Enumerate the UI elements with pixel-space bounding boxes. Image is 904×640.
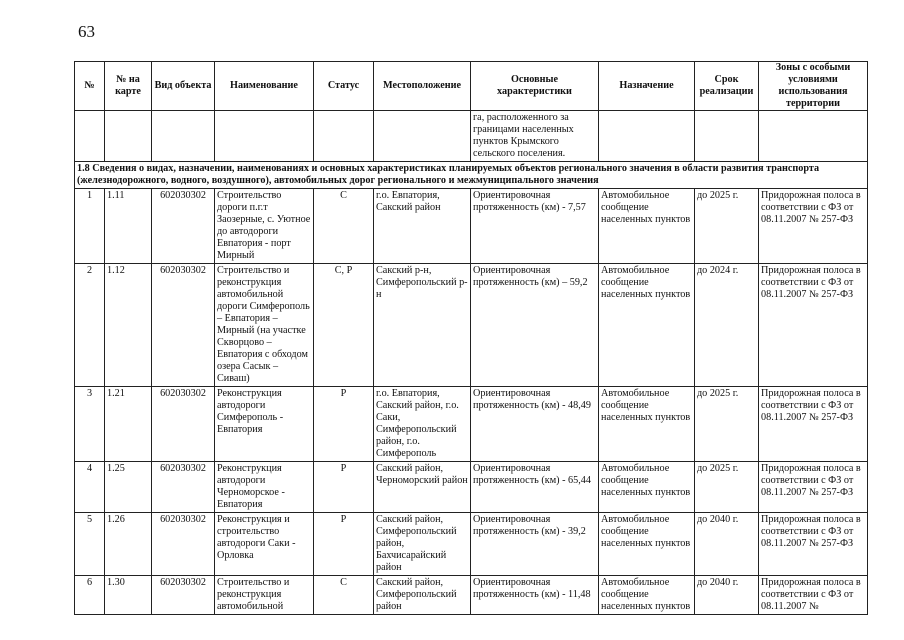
cell-map-no: 1.21 [105,387,152,462]
table-row [75,264,868,387]
cell-deadline: до 2025 г. [695,189,759,264]
cell-characteristics: Ориентировочная протяженность (км) - 65,44 [471,462,599,513]
cell-deadline: до 2024 г. [695,264,759,387]
cell-deadline: до 2040 г. [695,576,759,615]
cell-empty [152,111,215,162]
header-name: Наименование [215,62,314,111]
header-row [75,62,868,111]
cell-empty [374,111,471,162]
table-row [75,513,868,576]
header-zones: Зоны с особыми условиями использования территории [759,62,868,111]
cell-location: Сакский район, Симферопольский район, Бахчисарайский район [374,513,471,576]
cell-name: Реконструкция автодороги Симферополь - Евпатория [215,387,314,462]
cell-characteristics: Ориентировочная протяженность (км) - 11,48 [471,576,599,615]
cell-purpose: Автомобильное сообщение населенных пунктов [599,189,695,264]
cell-type: 602030302 [152,462,215,513]
cell-status: С [314,576,374,615]
cell-deadline: до 2025 г. [695,462,759,513]
cell-purpose: Автомобильное сообщение населенных пунктов [599,462,695,513]
cell-deadline: до 2025 г. [695,387,759,462]
header-location: Местоположение [374,62,471,111]
cell-zones: Придорожная полоса в соответствии с ФЗ от 08.11.2007 № 257-ФЗ [759,462,868,513]
section-row [75,162,868,189]
cell-empty [215,111,314,162]
cell-purpose: Автомобильное сообщение населенных пунктов [599,513,695,576]
section-title: 1.8 Сведения о видах, назначении, наименованиях и основных характеристиках планируемых объектов регионального значения в области развития транспорта (железнодорожного, водного, воздушного), автомобильных дорог регионального и межмуниципального значения [75,162,868,189]
table-row [75,462,868,513]
cell-name: Реконструкция и строительство автодороги Саки - Орловка [215,513,314,576]
cell-purpose: Автомобильное сообщение населенных пунктов [599,387,695,462]
cell-status: С [314,189,374,264]
cell-type: 602030302 [152,264,215,387]
cell-name: Строительство и реконструкция автомобильной дороги Симферополь – Евпатория – Мирный (на участке Скворцово – Евпатория с обходом озера Сасык – Сиваш) [215,264,314,387]
cell-num: 5 [75,513,105,576]
table-rows [75,189,868,615]
cell-map-no: 1.30 [105,576,152,615]
cell-status: Р [314,462,374,513]
cell-num: 2 [75,264,105,387]
cell-map-no: 1.26 [105,513,152,576]
header-purpose: Назначение [599,62,695,111]
cell-status: Р [314,513,374,576]
cell-empty [314,111,374,162]
cell-characteristics: Ориентировочная протяженность (км) – 59,2 [471,264,599,387]
cell-empty [599,111,695,162]
cell-empty [105,111,152,162]
cell-status: Р [314,387,374,462]
cell-type: 602030302 [152,513,215,576]
header-deadline: Срок реализации [695,62,759,111]
cell-zones: Придорожная полоса в соответствии с ФЗ от 08.11.2007 № [759,576,868,615]
cell-type: 602030302 [152,189,215,264]
cell-purpose: Автомобильное сообщение населенных пунктов [599,264,695,387]
cell-type: 602030302 [152,576,215,615]
cell-deadline: до 2040 г. [695,513,759,576]
cell-characteristics: Ориентировочная протяженность (км) - 48,49 [471,387,599,462]
cell-zones: Придорожная полоса в соответствии с ФЗ от 08.11.2007 № 257-ФЗ [759,189,868,264]
table-row [75,189,868,264]
cell-type: 602030302 [152,387,215,462]
cell-num: 3 [75,387,105,462]
cell-name: Строительство и реконструкция автомобильной [215,576,314,615]
cell-location: Сакский район, Симферопольский район [374,576,471,615]
page-number: 63 [78,22,95,41]
cell-zones: Придорожная полоса в соответствии с ФЗ от 08.11.2007 № 257-ФЗ [759,387,868,462]
cell-empty [75,111,105,162]
cell-location: г.о. Евпатория, Сакский район [374,189,471,264]
table-row [75,576,868,615]
cell-map-no: 1.25 [105,462,152,513]
header-status: Статус [314,62,374,111]
cell-num: 6 [75,576,105,615]
cell-zones: Придорожная полоса в соответствии с ФЗ от 08.11.2007 № 257-ФЗ [759,513,868,576]
cell-status: С, Р [314,264,374,387]
cell-location: Сакский р-н, Симферопольский р-н [374,264,471,387]
cell-num: 1 [75,189,105,264]
header-characteristics: Основные характеристики [471,62,599,111]
cell-location: Сакский район, Черноморский район [374,462,471,513]
cell-characteristics: Ориентировочная протяженность (км) - 7,57 [471,189,599,264]
cell-map-no: 1.11 [105,189,152,264]
continuation-characteristics: га, расположенного за границами населенных пунктов Крымского сельского поселения. [471,111,599,162]
cell-num: 4 [75,462,105,513]
cell-location: г.о. Евпатория, Сакский район, г.о. Саки, Симферопольский район, г.о. Симферополь [374,387,471,462]
cell-empty [759,111,868,162]
table-row [75,387,868,462]
cell-characteristics: Ориентировочная протяженность (км) - 39,2 [471,513,599,576]
cell-zones: Придорожная полоса в соответствии с ФЗ от 08.11.2007 № 257-ФЗ [759,264,868,387]
cell-empty [695,111,759,162]
planned-objects-table [74,61,868,615]
header-num: № [75,62,105,111]
header-type: Вид объекта [152,62,215,111]
continuation-row [75,111,868,162]
cell-purpose: Автомобильное сообщение населенных пунктов [599,576,695,615]
header-map-no: № на карте [105,62,152,111]
cell-name: Строительство дороги п.г.т Заозерные, с. Уютное до автодороги Евпатория - порт Мирный [215,189,314,264]
cell-name: Реконструкция автодороги Черноморское - Евпатория [215,462,314,513]
cell-map-no: 1.12 [105,264,152,387]
